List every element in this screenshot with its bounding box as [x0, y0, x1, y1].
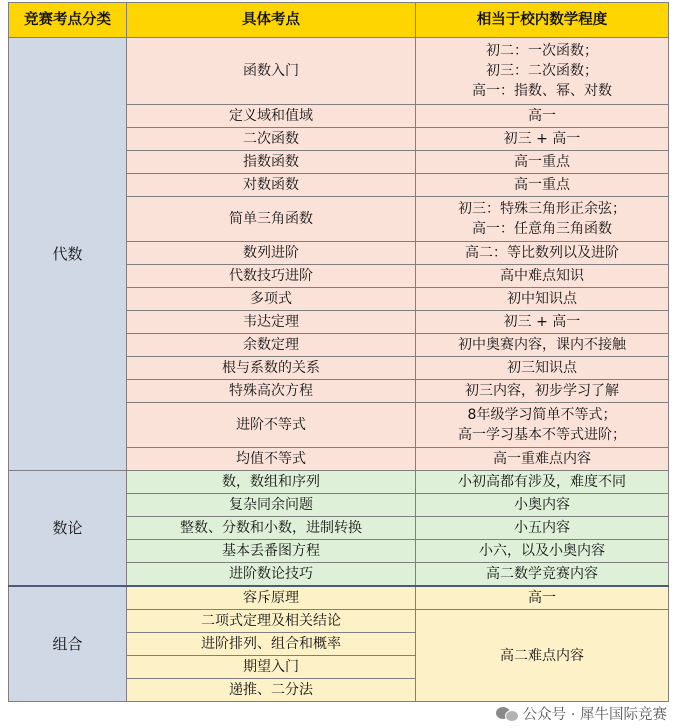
category-cell: 组合: [9, 586, 127, 702]
topic-cell: 期望入门: [127, 656, 416, 679]
topic-cell: 特殊高次方程: [127, 380, 416, 403]
level-line: 小六，以及小奥内容: [479, 543, 605, 559]
watermark-text: 公众号 · 犀牛国际竞赛: [522, 707, 667, 723]
level-cell: [416, 540, 669, 563]
header-category: 竞赛考点分类: [9, 3, 127, 38]
topic-cell: 多项式: [127, 288, 416, 311]
topic-cell: 函数入门: [127, 38, 416, 105]
level-cell: [416, 517, 669, 540]
level-cell: [416, 174, 669, 197]
level-line: 初三 + 高一: [503, 131, 581, 147]
topic-cell: 韦达定理: [127, 311, 416, 334]
table-row: [9, 586, 669, 610]
level-cell: [416, 288, 669, 311]
level-cell: [416, 38, 669, 105]
level-cell: 高一: [416, 586, 669, 610]
header-topic: 具体考点: [127, 3, 416, 38]
topic-cell: 代数技巧进阶: [127, 265, 416, 288]
topic-cell: 基本丢番图方程: [127, 540, 416, 563]
topic-cell: 容斥原理: [127, 586, 416, 610]
level-line: 初中知识点: [507, 291, 577, 307]
level-cell: [416, 448, 669, 471]
topic-cell: 根与系数的关系: [127, 357, 416, 380]
level-cell: [416, 563, 669, 587]
level-line: 高一：指数、幂、对数: [472, 83, 612, 99]
level-line: 高一重点: [514, 154, 570, 170]
topic-cell: 递推、二分法: [127, 679, 416, 702]
topic-cell: 定义域和值域: [127, 105, 416, 128]
level-cell: [416, 105, 669, 128]
level-line: 小五内容: [514, 520, 570, 536]
level-line: 初三：特殊三角形正余弦；: [458, 201, 626, 217]
level-cell: [416, 197, 669, 242]
level-cell: [416, 403, 669, 448]
level-line: 初中奥赛内容，课内不接触: [458, 337, 626, 353]
level-line: 高一: [528, 108, 556, 124]
level-cell: [416, 265, 669, 288]
level-line: 初二：一次函数；: [486, 43, 598, 59]
level-cell: [416, 494, 669, 517]
curriculum-table: [8, 2, 669, 702]
topic-cell: 进阶数论技巧: [127, 563, 416, 587]
level-cell: [416, 471, 669, 494]
header-level: 相当于校内数学程度: [416, 3, 669, 38]
topic-cell: 二次函数: [127, 128, 416, 151]
level-cell: [416, 242, 669, 265]
topic-cell: 二项式定理及相关结论: [127, 610, 416, 633]
topic-cell: 指数函数: [127, 151, 416, 174]
topic-cell: 简单三角函数: [127, 197, 416, 242]
level-line: 高二数学竞赛内容: [486, 566, 598, 582]
topic-cell: 数，数组和序列: [127, 471, 416, 494]
topic-cell: 复杂同余问题: [127, 494, 416, 517]
level-line: 初三 + 高一: [503, 314, 581, 330]
level-line: 高一重难点内容: [493, 451, 591, 467]
level-line: 高一重点: [514, 177, 570, 193]
level-cell: [416, 311, 669, 334]
level-line: 高二：等比数列以及进阶: [465, 245, 619, 261]
topic-cell: 进阶不等式: [127, 403, 416, 448]
level-cell: [416, 380, 669, 403]
level-line: 初三：二次函数；: [486, 63, 598, 79]
topic-cell: 进阶排列、组合和概率: [127, 633, 416, 656]
category-cell: 代数: [9, 38, 127, 471]
category-cell: 数论: [9, 471, 127, 587]
level-line: 高一：任意角三角函数: [472, 221, 612, 237]
table-row: [9, 38, 669, 105]
topic-cell: 整数、分数和小数，进制转换: [127, 517, 416, 540]
level-line: 小初高都有涉及，难度不同: [458, 474, 626, 490]
level-line: 高中难点知识: [500, 268, 584, 284]
level-line: 高一学习基本不等式进阶；: [458, 427, 626, 443]
topic-cell: 数列进阶: [127, 242, 416, 265]
watermark: [496, 703, 667, 724]
level-line: 初三内容，初步学习了解: [465, 383, 619, 399]
table-row: [9, 471, 669, 494]
level-cell: [416, 151, 669, 174]
level-cell: [416, 357, 669, 380]
wechat-icon: [496, 706, 518, 722]
level-cell-merged: 高二难点内容: [416, 610, 669, 702]
topic-cell: 均值不等式: [127, 448, 416, 471]
level-line: 8年级学习简单不等式；: [467, 407, 617, 423]
level-cell: [416, 334, 669, 357]
level-line: 初三知识点: [507, 360, 577, 376]
topic-cell: 余数定理: [127, 334, 416, 357]
header-row: [9, 3, 669, 38]
topic-cell: 对数函数: [127, 174, 416, 197]
level-cell: [416, 128, 669, 151]
level-line: 小奥内容: [514, 497, 570, 513]
